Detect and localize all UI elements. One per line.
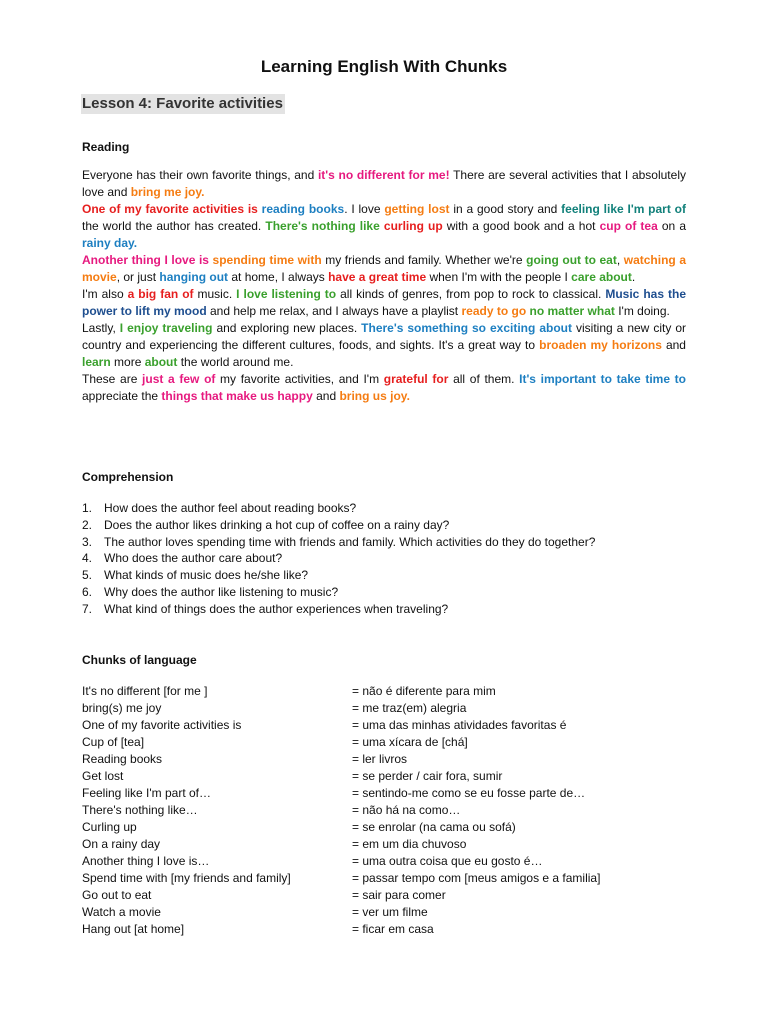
chunk-translation: = se enrolar (na cama ou sofá) — [352, 820, 516, 834]
highlighted-chunk: feeling like I'm part of — [561, 202, 686, 216]
passage-text: . I love — [344, 202, 385, 216]
chunk-row — [82, 921, 686, 938]
chunk-english: On a rainy day — [82, 837, 161, 851]
passage-text: in a good story and — [449, 202, 562, 216]
passage-text: . — [631, 270, 636, 284]
passage-text: There are several activities that I absolutely love and — [82, 168, 686, 199]
highlighted-chunk: I enjoy traveling — [119, 321, 213, 335]
reading-paragraph — [82, 252, 686, 286]
question-text: Does the author likes drinking a hot cup of coffee on a rainy day? — [104, 517, 450, 532]
question-text: Why does the author like listening to music? — [104, 584, 339, 599]
chunk-translation: = ficar em casa — [352, 922, 434, 936]
highlighted-chunk: cup of tea — [599, 219, 658, 233]
chunk-translation: = uma outra coisa que eu gosto é… — [352, 854, 543, 868]
chunks-heading: Chunks of language — [82, 653, 197, 667]
chunk-english: Get lost — [82, 769, 124, 783]
passage-text: more — [110, 355, 145, 369]
chunk-english: bring(s) me joy — [82, 701, 162, 715]
question-number: 3. — [82, 534, 93, 549]
chunk-english: Watch a movie — [82, 905, 161, 919]
lesson-heading: Lesson 4: Favorite activities — [82, 95, 283, 112]
chunk-translation: = ver um filme — [352, 905, 428, 919]
passage-text: , or just — [116, 270, 160, 284]
chunk-translation: = uma das minhas atividades favoritas é — [352, 718, 567, 732]
highlighted-chunk: ready to go — [461, 304, 527, 318]
passage-text: on a — [657, 219, 686, 233]
chunk-row — [82, 904, 686, 921]
question-number: 5. — [82, 568, 93, 583]
highlighted-chunk: rainy day. — [82, 236, 138, 250]
passage-text: Everyone has their own favorite things, and — [82, 168, 318, 182]
question-item — [82, 601, 595, 618]
question-number: 7. — [82, 601, 93, 616]
chunk-row — [82, 853, 686, 870]
highlighted-chunk: It's important to take time to — [519, 372, 686, 386]
highlighted-chunk: spending time with — [212, 253, 322, 267]
question-text: Who does the author care about? — [104, 551, 283, 566]
highlighted-chunk: no matter what — [529, 304, 615, 318]
chunk-english: One of my favorite activities is — [82, 718, 242, 732]
passage-text: and — [312, 389, 340, 403]
highlighted-chunk: bring me joy. — [130, 185, 205, 199]
question-text: The author loves spending time with friends and family. Which activities do they do together? — [104, 534, 596, 549]
chunk-row — [82, 683, 686, 700]
passage-text: These are — [82, 372, 143, 386]
question-text: How does the author feel about reading books? — [104, 501, 357, 515]
highlighted-chunk: learn — [82, 355, 111, 369]
passage-text: music. — [193, 287, 237, 301]
chunk-row — [82, 870, 686, 887]
passage-text: I'm doing. — [614, 304, 670, 318]
passage-text: when I'm with the people I — [426, 270, 572, 284]
highlighted-chunk: about — [144, 355, 178, 369]
question-item — [82, 517, 595, 534]
question-list — [82, 500, 595, 618]
chunk-row — [82, 836, 686, 853]
passage-text: my favorite activities, and I'm — [215, 372, 384, 386]
highlighted-chunk: broaden my horizons — [539, 338, 662, 352]
highlighted-chunk: I love listening to — [236, 287, 337, 301]
question-item — [82, 550, 595, 567]
chunk-row — [82, 734, 686, 751]
highlighted-chunk: grateful for — [383, 372, 449, 386]
question-number: 1. — [82, 501, 93, 515]
chunk-row — [82, 785, 686, 802]
chunk-row — [82, 802, 686, 819]
highlighted-chunk: reading books — [261, 202, 345, 216]
question-item — [82, 567, 595, 584]
passage-text: my friends and family. Whether we're — [321, 253, 527, 267]
passage-text: with a good book and a hot — [442, 219, 600, 233]
chunk-english: Reading books — [82, 752, 163, 766]
reading-paragraph — [82, 320, 686, 371]
highlighted-chunk: There's nothing like — [265, 219, 380, 233]
chunk-row — [82, 700, 686, 717]
chunk-translation: = sentindo-me como se eu fosse parte de… — [352, 786, 586, 800]
passage-text: all kinds of genres, from pop to rock to classical. — [336, 287, 606, 301]
highlighted-chunk: curling up — [383, 219, 443, 233]
question-number: 4. — [82, 551, 93, 566]
passage-text: Lastly, — [82, 321, 120, 335]
highlighted-chunk: it's no different for me! — [317, 168, 450, 182]
passage-text: and exploring new places. — [212, 321, 362, 335]
chunk-english: There's nothing like… — [82, 803, 198, 817]
highlighted-chunk: make us happy — [226, 389, 313, 403]
question-number: 6. — [82, 584, 93, 599]
reading-paragraph — [82, 201, 686, 252]
highlighted-chunk: Another thing I love is — [82, 253, 209, 267]
question-number: 2. — [82, 517, 93, 532]
question-item — [82, 534, 595, 551]
chunk-row — [82, 751, 686, 768]
reading-paragraph — [82, 371, 686, 405]
chunk-translation: = ler livros — [352, 752, 408, 766]
highlighted-chunk: have a great time — [328, 270, 427, 284]
chunk-english: Feeling like I'm part of… — [82, 786, 212, 800]
highlighted-chunk: One of my favorite activities is — [82, 202, 258, 216]
chunk-translation: = se perder / cair fora, sumir — [352, 769, 503, 783]
chunk-translation: = me traz(em) alegria — [352, 701, 467, 715]
passage-text: and help me relax, and I always have a playlist — [206, 304, 462, 318]
page-title: Learning English With Chunks — [260, 57, 508, 76]
chunk-translation: = passar tempo com [meus amigos e a familia] — [352, 871, 601, 885]
chunk-row — [82, 819, 686, 836]
question-item — [82, 584, 595, 601]
chunk-english: Hang out [at home] — [82, 922, 185, 936]
highlighted-chunk: watching a movie — [82, 253, 686, 284]
highlighted-chunk: just a few of — [142, 372, 216, 386]
comprehension-heading: Comprehension — [82, 470, 174, 484]
highlighted-chunk: things that — [161, 389, 223, 403]
chunk-row — [82, 717, 686, 734]
question-text: What kinds of music does he/she like? — [104, 568, 309, 583]
chunk-row — [82, 887, 686, 904]
passage-text: at home, I always — [228, 270, 329, 284]
passage-text: appreciate the — [82, 389, 162, 403]
chunk-translation: = uma xícara de [chá] — [352, 735, 468, 749]
chunks-table — [82, 683, 686, 938]
reading-paragraph — [82, 286, 686, 320]
chunk-translation: = em um dia chuvoso — [352, 837, 467, 851]
reading-heading: Reading — [82, 140, 130, 154]
chunk-translation: = não é diferente para mim — [352, 684, 496, 698]
highlighted-chunk: care about — [571, 270, 632, 284]
passage-text: and — [661, 338, 686, 352]
question-text: What kind of things does the author experiences when traveling? — [104, 601, 449, 616]
highlighted-chunk: hanging out — [159, 270, 229, 284]
highlighted-chunk: There's something so exciting about — [361, 321, 572, 335]
passage-text: all of them. — [448, 372, 520, 386]
chunk-translation: = sair para comer — [352, 888, 446, 902]
reading-paragraph — [82, 167, 686, 201]
chunk-translation: = não há na como… — [352, 803, 461, 817]
highlighted-chunk: getting lost — [384, 202, 450, 216]
passage-text: visiting a new city or country and experiencing the different cultures, foods, and sights. It's a great way to — [82, 321, 686, 352]
chunk-row — [82, 768, 686, 785]
highlighted-chunk: a big fan of — [127, 287, 194, 301]
passage-text: the world around me. — [177, 355, 294, 369]
highlighted-chunk: Music has the power to lift my mood — [82, 287, 686, 318]
chunk-english: Cup of [tea] — [82, 735, 145, 749]
passage-text: the world the author has created. — [82, 219, 266, 233]
chunk-english: Spend time with [my friends and family] — [82, 871, 291, 885]
chunk-english: Another thing I love is… — [82, 854, 210, 868]
passage-text: I'm also — [82, 287, 128, 301]
highlighted-chunk: going out to eat — [526, 253, 617, 267]
question-item — [82, 500, 595, 517]
highlighted-chunk: bring us joy. — [339, 389, 410, 403]
chunk-english: Curling up — [82, 820, 137, 834]
chunk-english: Go out to eat — [82, 888, 152, 902]
passage-text: , — [616, 253, 624, 267]
reading-passage — [82, 167, 686, 405]
chunk-english: It's no different [for me ] — [82, 684, 208, 698]
